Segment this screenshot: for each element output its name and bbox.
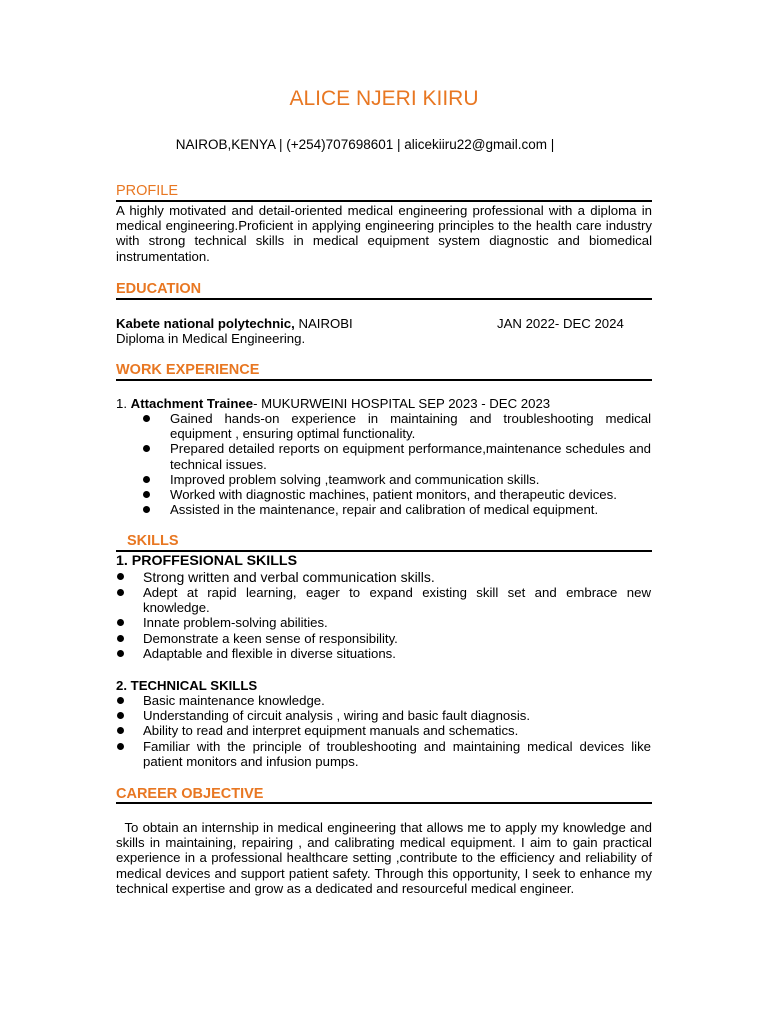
contact-line: NAIROB,KENYA | (+254)707698601 | alicekiiru22@gmail.com | <box>175 137 555 152</box>
list-item: Strong written and verbal communication skills. <box>143 569 651 585</box>
education-divider <box>116 298 652 300</box>
professional-skills-list <box>143 569 651 661</box>
education-qualification: Diploma in Medical Engineering. <box>116 331 306 346</box>
list-item: Basic maintenance knowledge. <box>143 693 651 708</box>
candidate-name: ALICE NJERI KIIRU <box>289 87 479 110</box>
list-item: Prepared detailed reports on equipment performance,maintenance schedules and technical issues. <box>170 441 651 472</box>
education-dates: JAN 2022- DEC 2024 <box>497 316 624 331</box>
list-item: Understanding of circuit analysis , wiring and basic fault diagnosis. <box>143 708 651 723</box>
objective-text: To obtain an internship in medical engineering that allows me to apply my knowledge and skills in maintaining, repairing , and calibrating medical equipment. I aim to gain practical experience in a professional healthcare setting ,contribute to the efficiency and reliability of medical devices and support patient safety. Through this opportunity, I seek to enhance my technical expertise and grow as a dedicated and resourceful medical engineer. <box>116 820 656 896</box>
work-bullet-list <box>170 411 651 517</box>
work-divider <box>116 379 652 381</box>
profile-divider <box>116 200 652 202</box>
education-heading: EDUCATION <box>116 281 202 297</box>
list-item: Ability to read and interpret equipment manuals and schematics. <box>143 723 651 738</box>
list-item: Adaptable and flexible in diverse situations. <box>143 646 651 661</box>
objective-heading: CAREER OBJECTIVE <box>116 786 264 802</box>
profile-heading: PROFILE <box>116 183 179 199</box>
objective-divider <box>116 802 652 804</box>
list-item: Innate problem-solving abilities. <box>143 615 651 630</box>
list-item: Demonstrate a keen sense of responsibility. <box>143 631 651 646</box>
technical-skills-title: 2. TECHNICAL SKILLS <box>116 678 258 693</box>
work-entry-title <box>116 396 652 411</box>
technical-skills-list <box>143 693 651 769</box>
education-institution: Kabete national polytechnic, <box>116 316 295 331</box>
list-item: Familiar with the principle of troubleshooting and maintaining medical devices like patient monitors and infusion pumps. <box>143 738 651 769</box>
work-entry-number: 1. <box>116 396 127 411</box>
skills-divider <box>116 550 652 552</box>
list-item: Worked with diagnostic machines, patient monitors, and therapeutic devices. <box>170 487 651 502</box>
work-role: Attachment Trainee <box>130 396 254 411</box>
list-item: Adept at rapid learning, eager to expand existing skill set and embrace new knowledge. <box>143 585 651 616</box>
work-details: - MUKURWEINI HOSPITAL SEP 2023 - DEC 2023 <box>253 396 551 411</box>
list-item: Gained hands-on experience in maintaining and troubleshooting medical equipment , ensuring optimal functionality. <box>170 411 651 442</box>
skills-heading: SKILLS <box>127 533 179 549</box>
work-heading: WORK EXPERIENCE <box>116 362 260 378</box>
list-item: Assisted in the maintenance, repair and calibration of medical equipment. <box>170 502 651 517</box>
education-location: NAIROBI <box>294 316 353 331</box>
professional-skills-title: 1. PROFFESIONAL SKILLS <box>116 553 298 569</box>
profile-text: A highly motivated and detail-oriented medical engineering professional with a diploma in medical engineering.Proficient in applying engineering principles to the health care industry with strong technical skills in medical equipment system diagnostic and biomedical instrumentation. <box>116 203 652 264</box>
list-item: Improved problem solving ,teamwork and communication skills. <box>170 472 651 487</box>
